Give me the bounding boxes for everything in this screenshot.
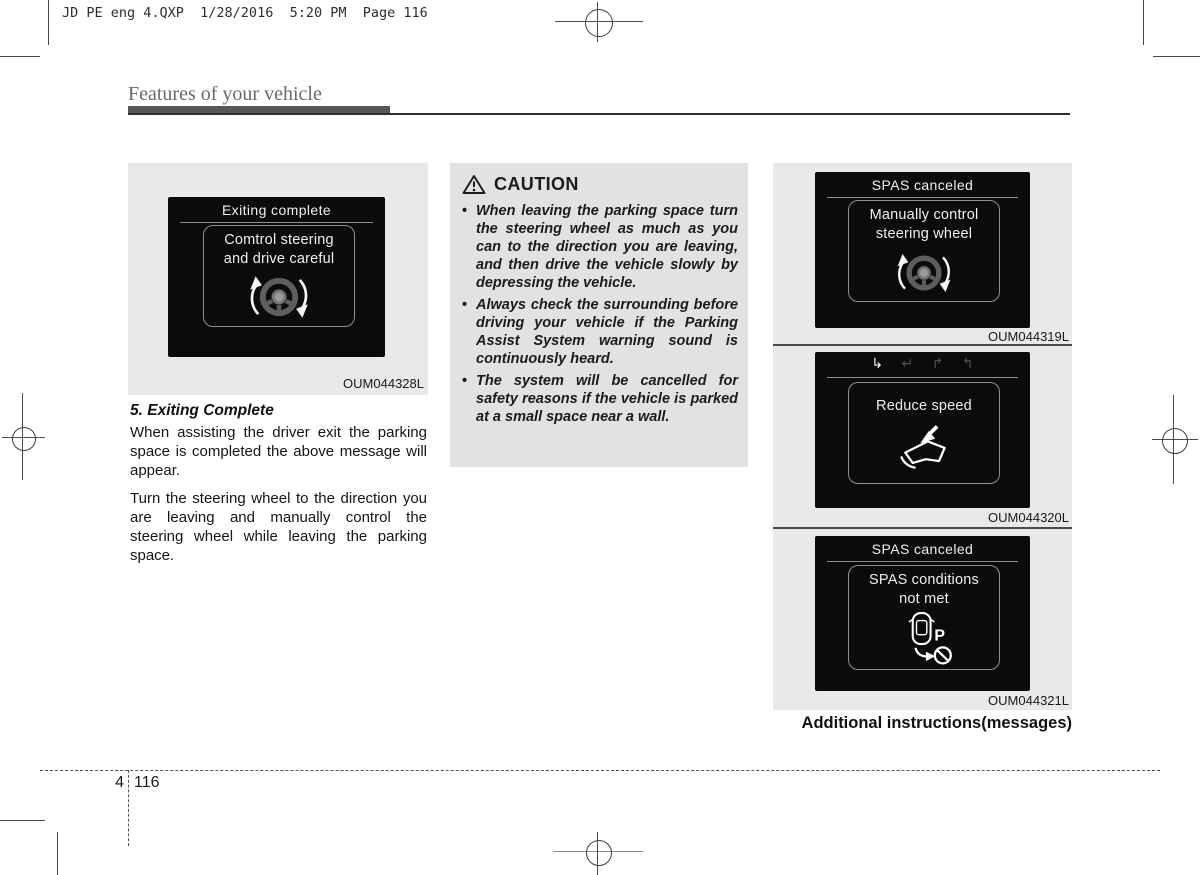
caution-box bbox=[450, 163, 748, 467]
cluster-divider bbox=[180, 222, 373, 223]
cluster-message bbox=[849, 206, 999, 244]
turn-arrow-icon: ↰ bbox=[961, 356, 974, 372]
brake-pedal-icon bbox=[894, 421, 954, 473]
caution-header bbox=[450, 163, 748, 195]
cluster-display-spas-canceled-1 bbox=[815, 172, 1030, 328]
cluster-message-box bbox=[848, 200, 1000, 302]
cluster-message bbox=[204, 231, 354, 269]
cluster-message bbox=[849, 397, 999, 416]
warning-triangle-icon bbox=[462, 174, 486, 195]
section-title-rule bbox=[128, 113, 1070, 115]
caution-list bbox=[462, 202, 738, 426]
turn-arrow-icons bbox=[815, 356, 1030, 372]
crop-mark bbox=[48, 0, 49, 45]
cluster-display-reduce-speed bbox=[815, 352, 1030, 508]
image-code-label: OUM044321L bbox=[988, 693, 1069, 708]
cluster-divider bbox=[827, 377, 1018, 378]
crop-mark bbox=[57, 832, 58, 875]
steering-wheel-rotate-icon bbox=[891, 248, 957, 298]
cluster-title: SPAS canceled bbox=[871, 541, 974, 557]
cluster-title: Exiting complete bbox=[221, 202, 332, 218]
footer-dashed-rule bbox=[40, 770, 1160, 771]
cluster-message-line: Manually control bbox=[869, 207, 979, 223]
image-code-label: OUM044319L bbox=[988, 329, 1069, 344]
footer-dashed-divider bbox=[128, 770, 129, 846]
cluster-message-line: and drive careful bbox=[223, 251, 335, 267]
caution-title: CAUTION bbox=[494, 174, 579, 194]
crop-mark bbox=[1143, 0, 1144, 45]
crop-mark bbox=[1153, 56, 1200, 57]
cluster-divider bbox=[827, 561, 1018, 562]
turn-right-arrow-icon: ↳ bbox=[871, 356, 884, 372]
cluster-display-spas-canceled-2 bbox=[815, 536, 1030, 691]
left-image-panel bbox=[128, 163, 428, 395]
cluster-message-box bbox=[848, 565, 1000, 670]
registration-mark bbox=[586, 840, 612, 866]
additional-instructions-caption: Additional instructions(messages) bbox=[801, 714, 1072, 732]
print-header: JD PE eng 4.QXP 1/28/2016 5:20 PM Page 116 bbox=[62, 5, 428, 21]
cluster-message-line: not met bbox=[899, 591, 949, 607]
cluster-message-line: steering wheel bbox=[875, 226, 973, 242]
parking-letter: P bbox=[934, 627, 945, 645]
cluster-message-box bbox=[203, 225, 355, 327]
cluster-message-line: Reduce speed bbox=[876, 398, 972, 414]
page-number: 116 bbox=[134, 774, 160, 791]
registration-mark bbox=[1162, 428, 1188, 454]
step-heading: 5. Exiting Complete bbox=[130, 402, 274, 419]
cluster-message-line: SPAS conditions bbox=[869, 572, 979, 588]
turn-arrow-icon: ↱ bbox=[931, 356, 944, 372]
cluster-display-exiting-complete bbox=[168, 197, 385, 357]
parking-not-available-icon bbox=[893, 610, 955, 665]
panel-separator bbox=[773, 527, 1072, 529]
crop-mark bbox=[0, 56, 40, 57]
chapter-number: 4 bbox=[115, 774, 124, 791]
body-paragraph: Turn the steering wheel to the direction you are leaving and manually control the steering wheel while leaving the parking space. bbox=[130, 490, 427, 564]
image-code-label: OUM044328L bbox=[343, 376, 424, 391]
cluster-divider bbox=[827, 197, 1018, 198]
right-image-panel bbox=[773, 163, 1072, 710]
section-title: Features of your vehicle bbox=[128, 83, 322, 105]
steering-wheel-rotate-icon bbox=[243, 270, 315, 324]
left-text-block bbox=[130, 402, 427, 574]
caution-item: • When leaving the parking space turn the steering wheel as much as you can to the direction you are leaving, and then drive the vehicle slowly by depressing the vehicle. bbox=[462, 202, 738, 292]
cluster-message bbox=[849, 571, 999, 609]
image-code-label: OUM044320L bbox=[988, 510, 1069, 525]
caution-item: • The system will be cancelled for safety reasons if the vehicle is parked at a small space near a wall. bbox=[462, 372, 738, 426]
caution-item: • Always check the surrounding before driving your vehicle if the Parking Assist System warning sound is continuously heard. bbox=[462, 296, 738, 368]
registration-mark bbox=[12, 427, 36, 451]
registration-mark bbox=[585, 9, 613, 37]
cluster-message-line: Comtrol steering bbox=[224, 232, 334, 248]
panel-separator bbox=[773, 344, 1072, 346]
body-paragraph: When assisting the driver exit the parking space is completed the above message will appear. bbox=[130, 424, 427, 479]
cluster-title: SPAS canceled bbox=[871, 177, 974, 193]
crop-mark bbox=[0, 820, 45, 821]
cluster-message-box bbox=[848, 382, 1000, 484]
turn-arrow-icon: ↵ bbox=[901, 356, 914, 372]
